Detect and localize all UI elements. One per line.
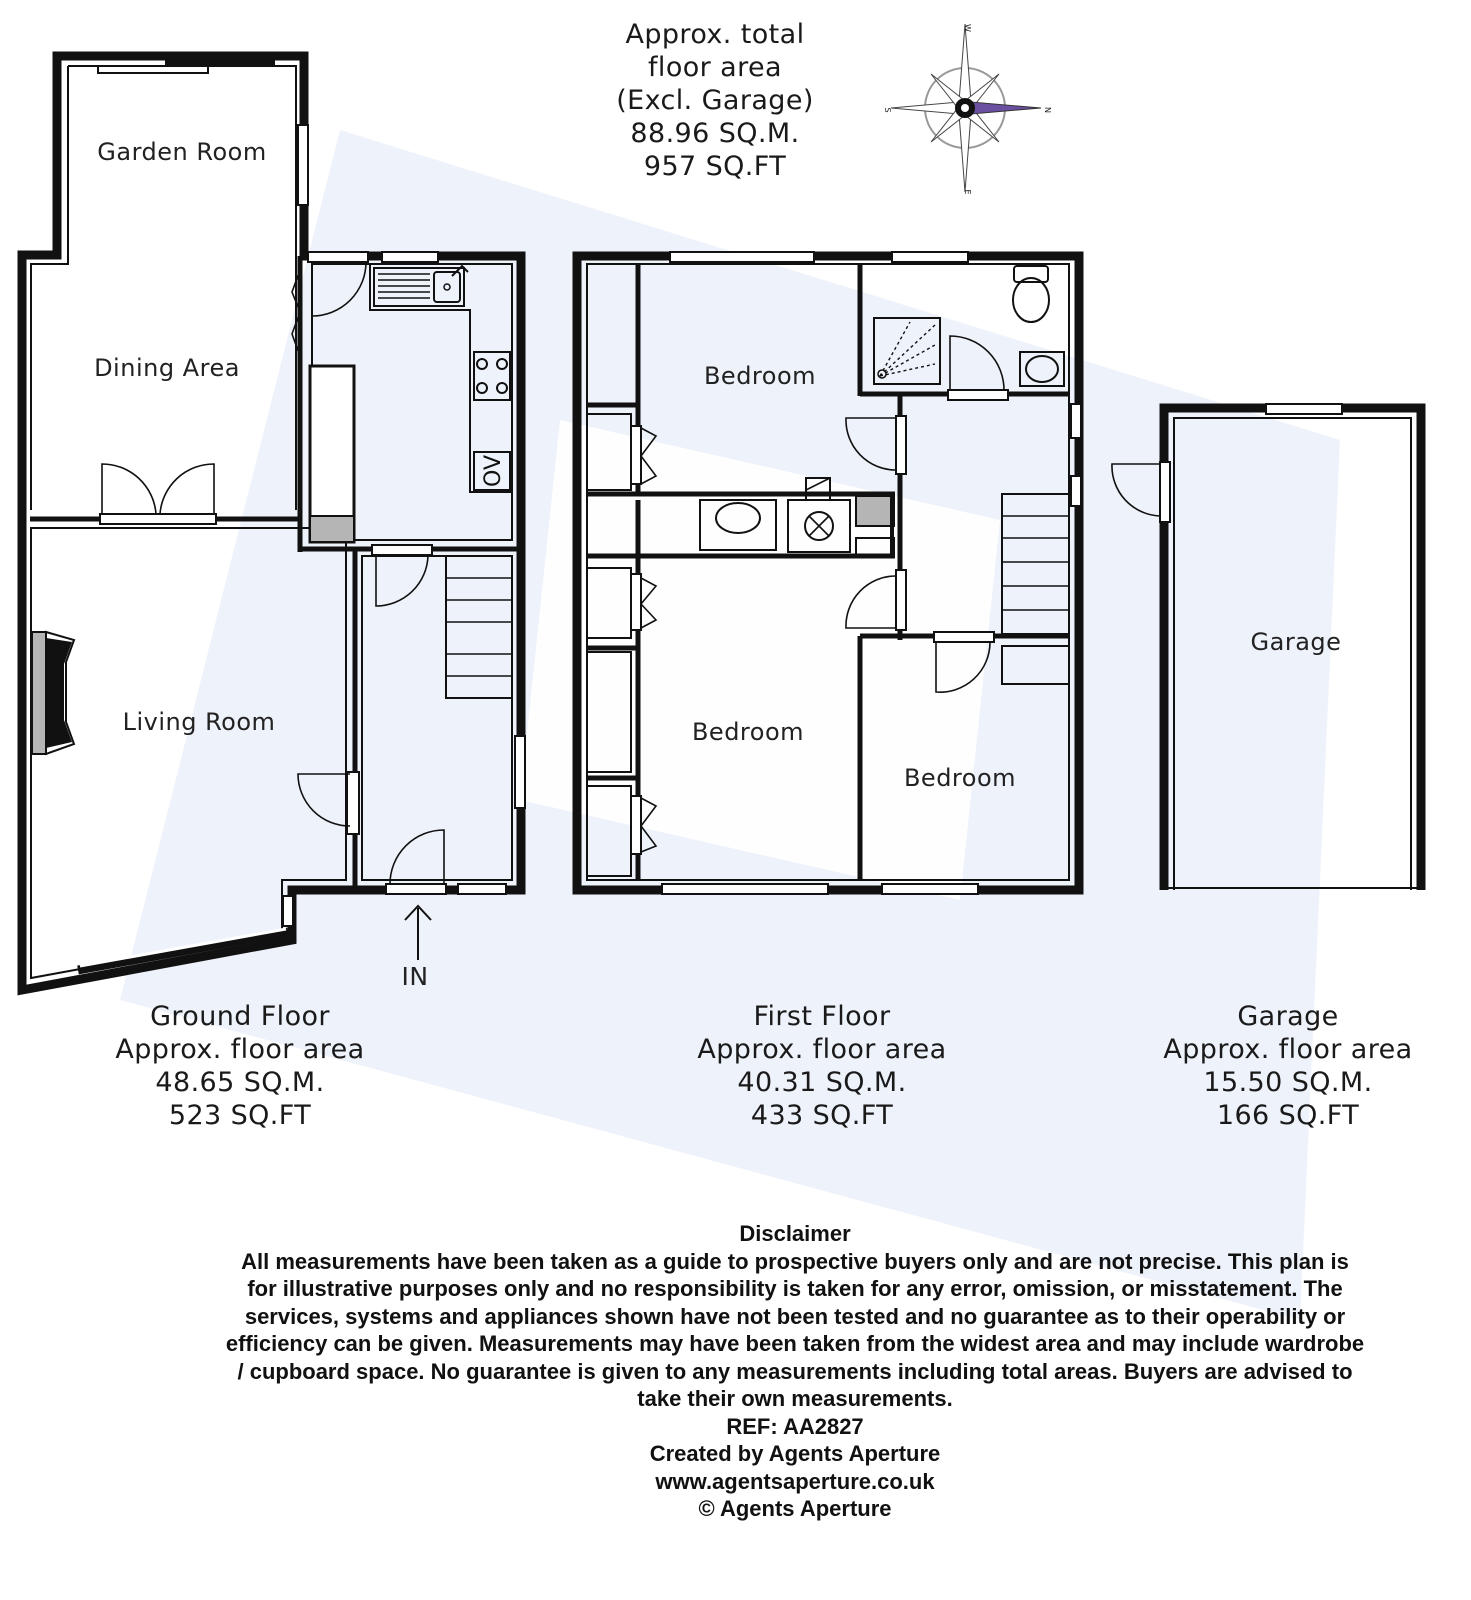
total-area-line2: floor area bbox=[648, 52, 782, 83]
living-room-label: Living Room bbox=[122, 708, 276, 736]
first-floor-label: Approx. floor area bbox=[697, 1034, 947, 1065]
total-area-line3: (Excl. Garage) bbox=[616, 85, 814, 116]
reference-number: REF: AA2827 bbox=[726, 1413, 864, 1439]
disclaimer-line: services, systems and appliances shown have not been tested and no guarantee as to their operability or bbox=[244, 1303, 1346, 1329]
created-by: Created by Agents Aperture bbox=[649, 1441, 941, 1466]
garden-room-label: Garden Room bbox=[97, 138, 267, 166]
compass-west-label: W bbox=[963, 24, 972, 32]
total-area-sqm: 88.96 SQ.M. bbox=[630, 118, 800, 149]
first-floor-area bbox=[682, 1000, 962, 1132]
first-floor-sqm: 40.31 SQ.M. bbox=[737, 1067, 907, 1098]
disclaimer-line: efficiency can be given. Measurements may have been taken from the widest area and may include wardrobe bbox=[225, 1331, 1365, 1356]
compass-east-label: E bbox=[963, 189, 972, 195]
compass-north-label: N bbox=[1043, 107, 1052, 113]
garage-floor-sqft: 166 SQ.FT bbox=[1216, 1100, 1360, 1131]
entrance-label: IN bbox=[401, 962, 429, 991]
ground-floor-name: Ground Floor bbox=[150, 1001, 330, 1032]
oven-label: OV bbox=[481, 455, 506, 487]
garage-label: Garage bbox=[1250, 628, 1342, 656]
disclaimer-line: / cupboard space. No guarantee is given to any measurements including total areas. Buyers are advised to bbox=[237, 1358, 1353, 1384]
disclaimer-title: Disclaimer bbox=[739, 1221, 851, 1246]
disclaimer-line: take their own measurements. bbox=[637, 1386, 953, 1411]
first-floor-sqft: 433 SQ.FT bbox=[750, 1100, 894, 1131]
total-area-sqft: 957 SQ.FT bbox=[643, 151, 787, 182]
website-url: www.agentsaperture.co.uk bbox=[655, 1468, 935, 1494]
bedroom-1-label: Bedroom bbox=[703, 362, 817, 390]
copyright-notice: © Agents Aperture bbox=[698, 1496, 892, 1521]
ground-floor-sqft: 523 SQ.FT bbox=[168, 1100, 312, 1131]
ground-floor-label: Approx. floor area bbox=[115, 1034, 365, 1065]
compass-south-label: S bbox=[883, 107, 892, 113]
total-area-block bbox=[615, 18, 815, 183]
dining-area-label: Dining Area bbox=[94, 354, 240, 382]
bedroom-3-label: Bedroom bbox=[903, 764, 1017, 792]
garage-floor-area bbox=[1148, 1000, 1428, 1132]
disclaimer-line: All measurements have been taken as a guide to prospective buyers only and are not precise. This plan is bbox=[241, 1248, 1349, 1274]
compass-rose bbox=[883, 24, 1052, 195]
first-floor-name: First Floor bbox=[753, 1001, 891, 1032]
bedroom-2-label: Bedroom bbox=[691, 718, 805, 746]
ground-floor-sqm: 48.65 SQ.M. bbox=[155, 1067, 325, 1098]
ground-floor-area bbox=[100, 1000, 380, 1132]
disclaimer-line: for illustrative purposes only and no responsibility is taken for any error, omission, or misstatement. The bbox=[247, 1276, 1343, 1301]
garage-floor-sqm: 15.50 SQ.M. bbox=[1203, 1067, 1373, 1098]
disclaimer-block bbox=[150, 1220, 1440, 1523]
garage-floor-label: Approx. floor area bbox=[1163, 1034, 1413, 1065]
total-area-line1: Approx. total bbox=[625, 19, 805, 50]
garage-floor-name: Garage bbox=[1237, 1001, 1339, 1032]
